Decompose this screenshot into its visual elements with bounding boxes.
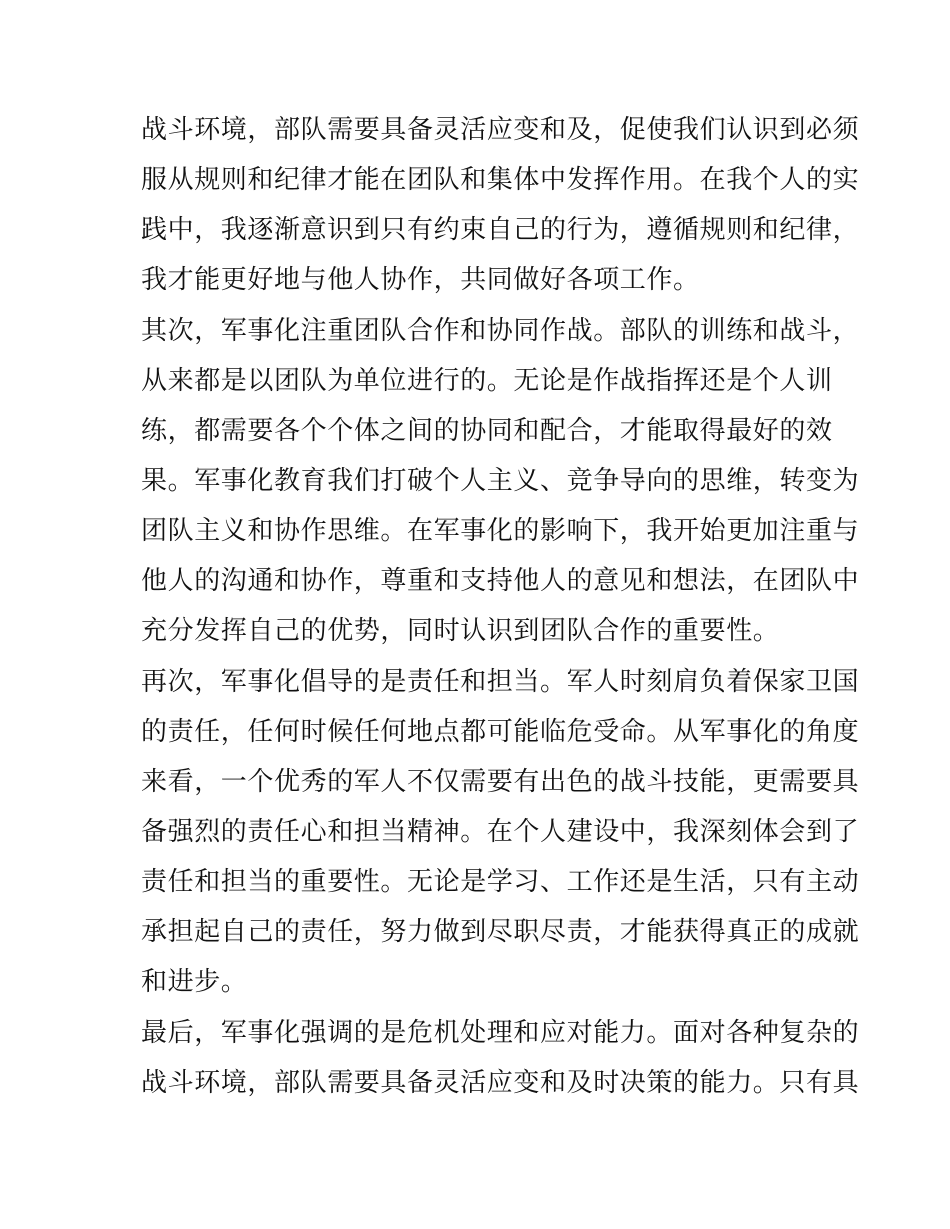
text-line: 来看，一个优秀的军人不仅需要有出色的战斗技能，更需要具 bbox=[141, 767, 860, 797]
text-line: 服从规则和纪律才能在团队和集体中发挥作用。在我个人的实 bbox=[141, 165, 860, 195]
text-line: 最后，军事化强调的是危机处理和应对能力。面对各种复杂的 bbox=[141, 1018, 860, 1048]
text-line: 充分发挥自己的优势，同时认识到团队合作的重要性。 bbox=[141, 616, 780, 646]
text-line: 从来都是以团队为单位进行的。无论是作战指挥还是个人训 bbox=[141, 366, 833, 396]
text-line: 再次，军事化倡导的是责任和担当。军人时刻肩负着保家卫国 bbox=[141, 667, 860, 697]
text-line: 践中，我逐渐意识到只有约束自己的行为，遵循规则和纪律， bbox=[141, 215, 860, 245]
text-line: 和进步。 bbox=[141, 967, 248, 997]
text-line: 练，都需要各个个体之间的协同和配合，才能取得最好的效 bbox=[141, 416, 833, 446]
text-line: 其次，军事化注重团队合作和协同作战。部队的训练和战斗， bbox=[141, 316, 860, 346]
text-line: 责任和担当的重要性。无论是学习、工作还是生活，只有主动 bbox=[141, 867, 860, 897]
text-line: 备强烈的责任心和担当精神。在个人建设中，我深刻体会到了 bbox=[141, 817, 860, 847]
text-line: 果。军事化教育我们打破个人主义、竞争导向的思维，转变为 bbox=[141, 466, 860, 496]
text-line: 战斗环境，部队需要具备灵活应变和及，促使我们认识到必须 bbox=[141, 115, 860, 145]
text-line: 团队主义和协作思维。在军事化的影响下，我开始更加注重与 bbox=[141, 516, 860, 546]
text-line: 我才能更好地与他人协作，共同做好各项工作。 bbox=[141, 265, 700, 295]
text-line: 的责任，任何时候任何地点都可能临危受命。从军事化的角度 bbox=[141, 717, 860, 747]
text-line: 他人的沟通和协作，尊重和支持他人的意见和想法，在团队中 bbox=[141, 566, 860, 596]
text-line: 承担起自己的责任，努力做到尽职尽责，才能获得真正的成就 bbox=[141, 917, 860, 947]
text-line: 战斗环境，部队需要具备灵活应变和及时决策的能力。只有具 bbox=[141, 1068, 860, 1098]
